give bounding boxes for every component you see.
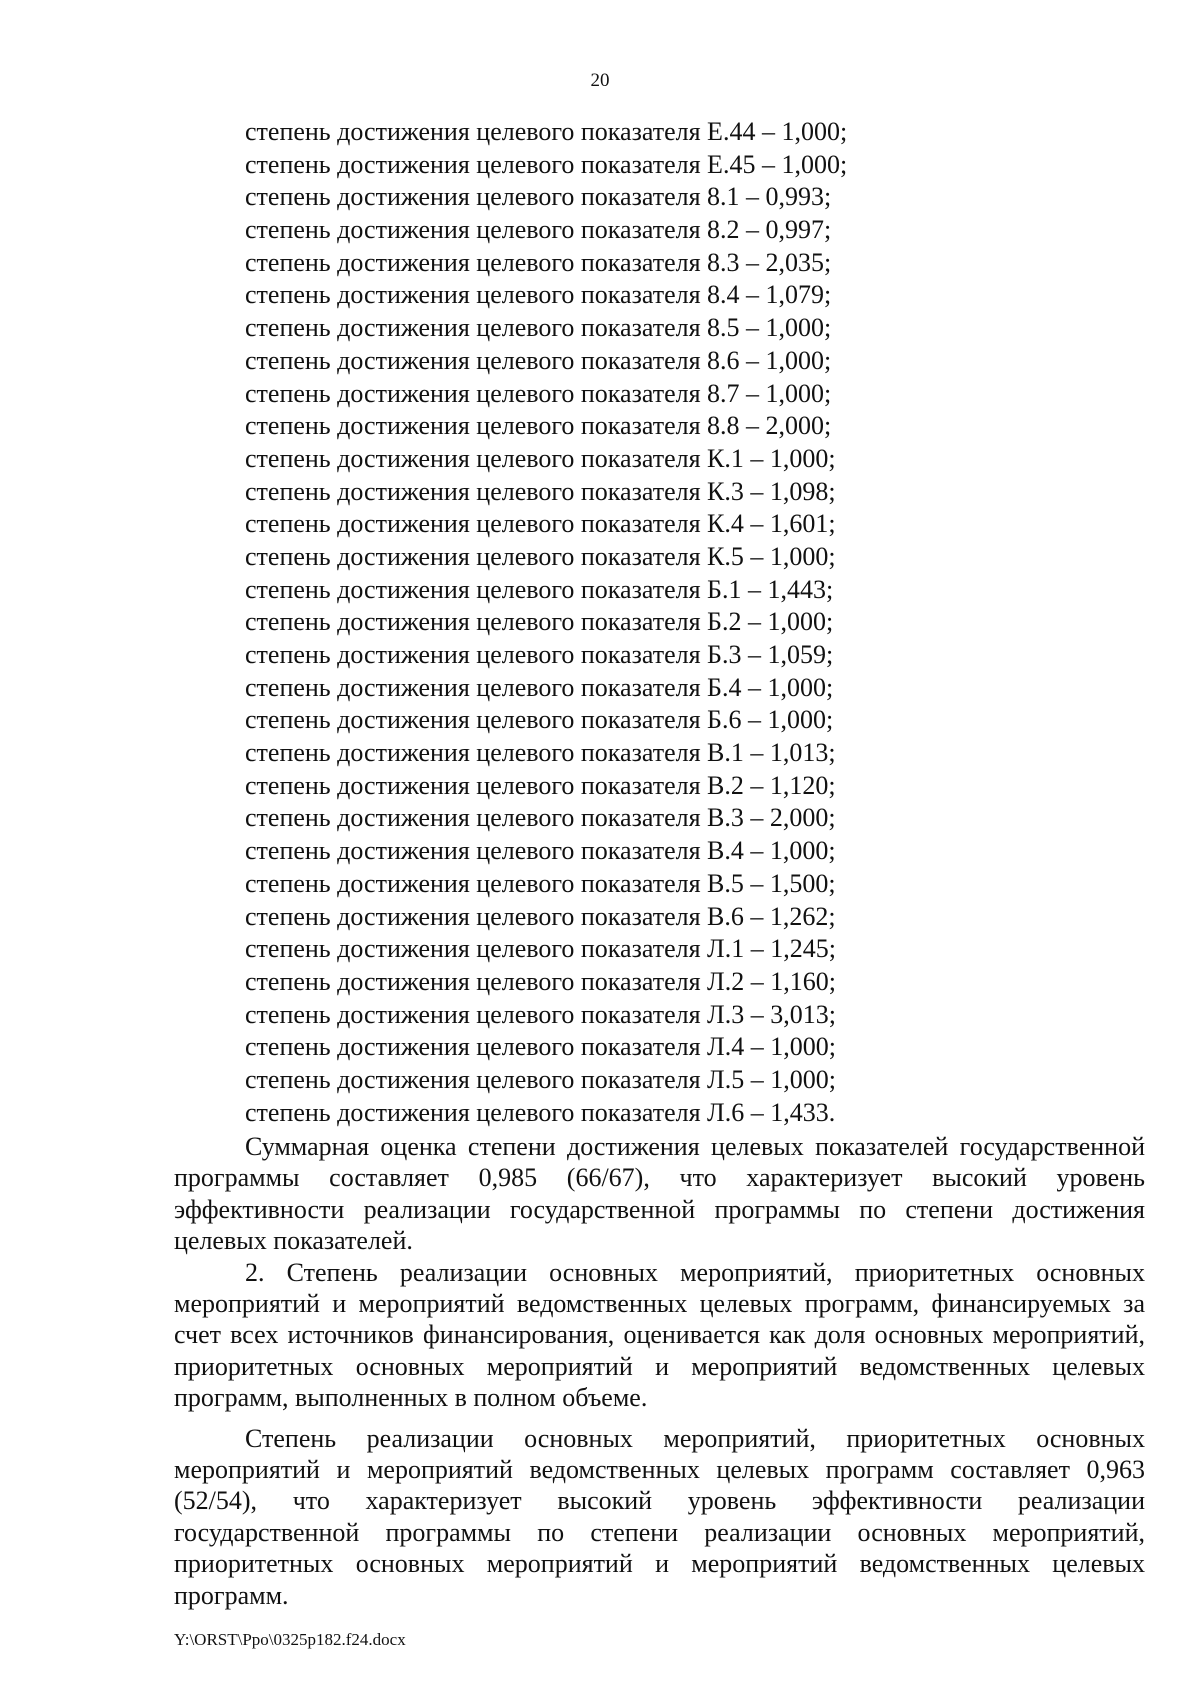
indicator-item: степень достижения целевого показателя В.2 – 1,120; [245,770,836,800]
indicator-item: степень достижения целевого показателя К.1 – 1,000; [245,443,836,473]
activities-definition-paragraph: 2. Степень реализации основных мероприятий, приоритетных основных мероприятий и мероприятий ведомственных целевых программ, финансируемых за счет всех источников финансирования, оценивается как доля основных мероприятий, приоритетных основных мероприятий и мероприятий ведомственных целевых программ, выполненных в полном объеме. [174,1257,1145,1413]
indicator-item: степень достижения целевого показателя Л.4 – 1,000; [245,1032,836,1062]
indicator-item: степень достижения целевого показателя 8.1 – 0,993; [245,182,832,212]
indicator-item: степень достижения целевого показателя В.1 – 1,013; [245,738,836,768]
activities-result-paragraph: Степень реализации основных мероприятий, приоритетных основных мероприятий и мероприятий ведомственных целевых программ составляет 0,963 (52/54), что характеризует высокий уровень эффективности реализации государственной программы по степени реализации основных мероприятий, приоритетных основных мероприятий и мероприятий ведомственных целевых программ. [174,1423,1145,1610]
indicator-item: степень достижения целевого показателя 8.8 – 2,000; [245,411,832,441]
indicator-item: степень достижения целевого показателя В.5 – 1,500; [245,868,836,898]
summary-paragraph: Суммарная оценка степени достижения целевых показателей государственной программы составляет 0,985 (66/67), что характеризует высокий уровень эффективности реализации государственной программы по степени достижения целевых показателей. [174,1132,1145,1256]
indicator-item: степень достижения целевого показателя Б.6 – 1,000; [245,705,834,735]
indicator-item: степень достижения целевого показателя 8.5 – 1,000; [245,313,832,343]
indicator-item: степень достижения целевого показателя Е.44 – 1,000; [245,117,848,146]
indicator-item: степень достижения целевого показателя 8.6 – 1,000; [245,345,832,375]
indicator-item: степень достижения целевого показателя Б.2 – 1,000; [245,607,834,637]
indicator-item: степень достижения целевого показателя К.5 – 1,000; [245,541,836,571]
indicator-item: степень достижения целевого показателя Е.45 – 1,000; [245,149,848,179]
indicator-item: степень достижения целевого показателя В.6 – 1,262; [245,901,836,931]
indicator-item: степень достижения целевого показателя Б.1 – 1,443; [245,574,834,604]
indicator-item: степень достижения целевого показателя Б.3 – 1,059; [245,640,834,669]
indicator-item: степень достижения целевого показателя 8.2 – 0,997; [245,215,832,245]
body-text [174,1131,1145,1611]
indicator-item: степень достижения целевого показателя 8.7 – 1,000; [245,378,832,408]
indicator-item: степень достижения целевого показателя К.4 – 1,601; [245,509,836,539]
indicator-item: степень достижения целевого показателя 8.4 – 1,079; [245,280,832,310]
indicator-item: степень достижения целевого показателя 8.3 – 2,035; [245,247,832,277]
indicator-list [245,116,1145,1129]
indicator-item: степень достижения целевого показателя Л.3 – 3,013; [245,999,836,1029]
indicator-item: степень достижения целевого показателя Л.1 – 1,245; [245,934,836,964]
indicator-item: степень достижения целевого показателя К.3 – 1,098; [245,476,836,506]
indicator-item: степень достижения целевого показателя В.4 – 1,000; [245,836,836,866]
page-number: 20 [590,70,610,91]
indicator-item: степень достижения целевого показателя Б.4 – 1,000; [245,672,834,702]
indicator-item: степень достижения целевого показателя Л.6 – 1,433. [245,1097,836,1127]
indicator-item: степень достижения целевого показателя Л.2 – 1,160; [245,966,836,996]
indicator-item: степень достижения целевого показателя Л.5 – 1,000; [245,1064,836,1094]
footer-file-path: Y:\ORST\Ppo\0325p182.f24.docx [174,1630,406,1649]
indicator-item: степень достижения целевого показателя В.3 – 2,000; [245,803,836,833]
